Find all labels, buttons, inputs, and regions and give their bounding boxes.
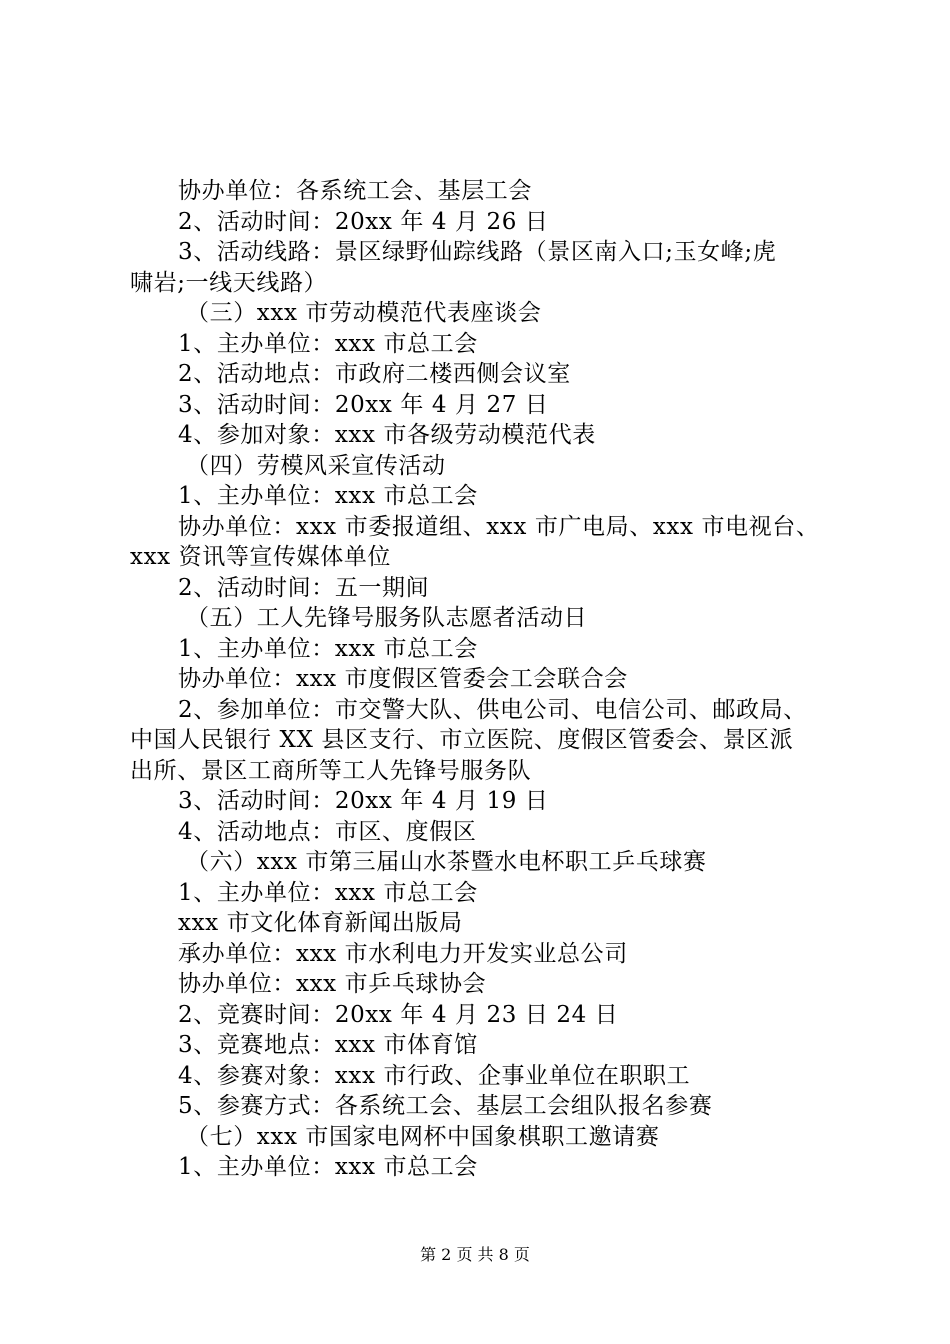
text-line: 1、主办单位：xxx 市总工会 (178, 483, 478, 509)
text-line: 协办单位：xxx 市委报道组、xxx 市广电局、xxx 市电视台、 (178, 513, 820, 540)
section-heading: （六）xxx 市第三届山水茶暨水电杯职工乒乓球赛 (186, 849, 707, 875)
text-line: 3、活动时间：20xx 年 4 月 27 日 (178, 391, 549, 418)
text-line: 1、主办单位：xxx 市总工会 (178, 635, 478, 662)
text-line: 3、活动线路：景区绿野仙踪线路（景区南入口;玉女峰;虎 (178, 239, 777, 265)
text-line: 啸岩;一线天线路） (130, 269, 328, 296)
text-line: xxx 市文化体育新闻出版局 (178, 910, 463, 936)
text-line: 1、主办单位：xxx 市总工会 (178, 1154, 478, 1180)
text-line: 2、活动时间：20xx 年 4 月 26 日 (178, 208, 549, 235)
text-line: 3、竞赛地点：xxx 市体育馆 (178, 1032, 478, 1058)
text-line: 协办单位：各系统工会、基层工会 (178, 178, 532, 204)
document-body (130, 176, 860, 1183)
text-line: 3、活动时间：20xx 年 4 月 19 日 (178, 788, 549, 814)
section-heading: （七）xxx 市国家电网杯中国象棋职工邀请赛 (186, 1123, 660, 1150)
section-heading: （五）工人先锋号服务队志愿者活动日 (186, 605, 588, 631)
text-line: 出所、景区工商所等工人先锋号服务队 (130, 757, 532, 784)
section-heading: （三）xxx 市劳动模范代表座谈会 (186, 300, 542, 326)
text-line: 承办单位：xxx 市水利电力开发实业总公司 (178, 940, 628, 967)
text-line: 协办单位：xxx 市乒乓球协会 (178, 971, 487, 997)
text-line: 1、主办单位：xxx 市总工会 (178, 330, 478, 357)
page-footer: 第 2 页 共 8 页 (420, 1245, 530, 1264)
text-line: 4、参加对象：xxx 市各级劳动模范代表 (178, 422, 596, 448)
text-line: 1、主办单位：xxx 市总工会 (178, 879, 478, 906)
text-line: 2、活动时间：五一期间 (178, 574, 430, 601)
text-line: 4、参赛对象：xxx 市行政、企事业单位在职职工 (178, 1062, 691, 1089)
text-line: xxx 资讯等宣传媒体单位 (130, 544, 392, 570)
text-line: 中国人民银行 XX 县区支行、市立医院、度假区管委会、景区派 (130, 727, 794, 753)
section-heading: （四）劳模风采宣传活动 (186, 452, 446, 479)
text-line: 5、参赛方式：各系统工会、基层工会组队报名参赛 (178, 1093, 713, 1119)
text-line: 2、竞赛时间：20xx 年 4 月 23 日 24 日 (178, 1001, 619, 1028)
text-line: 4、活动地点：市区、度假区 (178, 818, 477, 845)
text-line: 协办单位：xxx 市度假区管委会工会联合会 (178, 666, 628, 692)
text-line: 2、参加单位：市交警大队、供电公司、电信公司、邮政局、 (178, 696, 807, 723)
text-line: 2、活动地点：市政府二楼西侧会议室 (178, 361, 571, 387)
